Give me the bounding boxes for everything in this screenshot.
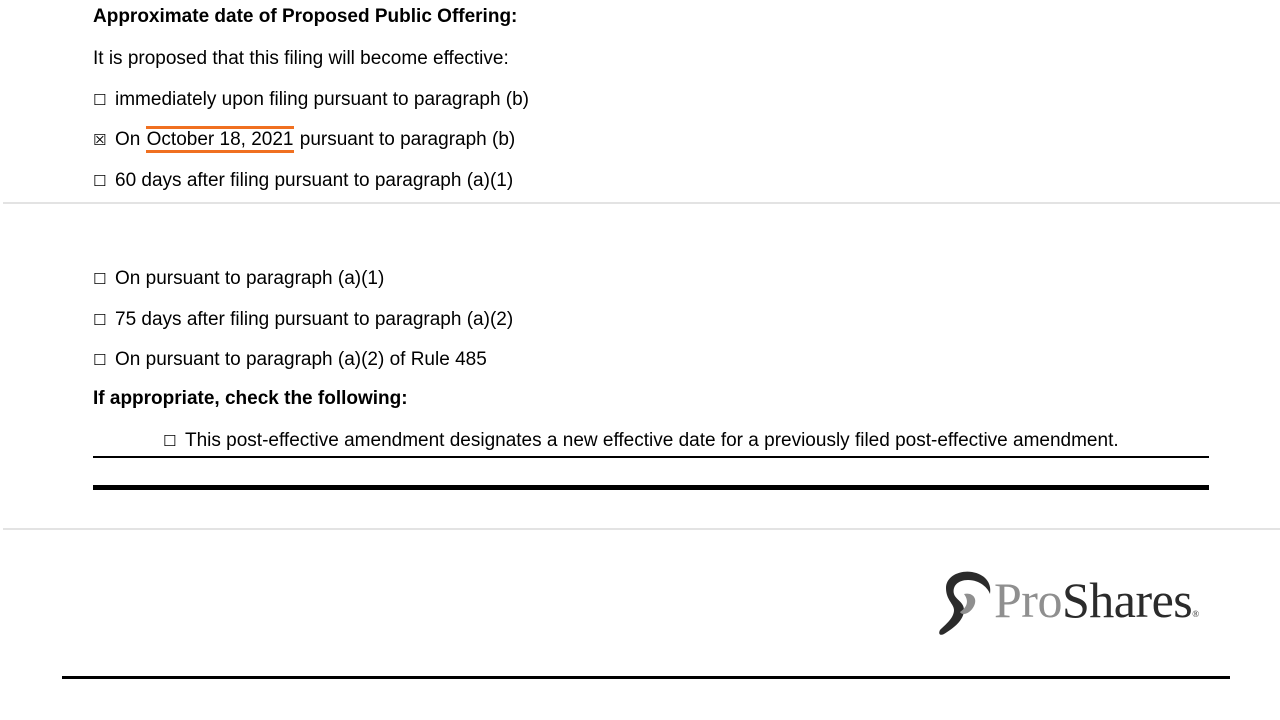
option-text: On pursuant to paragraph (a)(1) <box>115 268 385 289</box>
option-text: This post-effective amendment designates a new effective date for a previously filed post-effective amendment. <box>185 430 1119 451</box>
proshares-logo <box>934 566 1230 640</box>
proshares-wordmark <box>994 570 1199 630</box>
thick-rule <box>93 485 1209 490</box>
checkbox-unchecked-icon: ☐ <box>93 92 107 109</box>
checkbox-unchecked-icon: ☐ <box>93 173 107 190</box>
footer-rule <box>62 676 1230 679</box>
offering-date-heading: Approximate date of Proposed Public Offering: <box>93 6 518 27</box>
logo-pro-text: Pro <box>994 572 1062 628</box>
option-immediately <box>93 88 529 113</box>
option-amendment <box>163 429 1119 454</box>
option-60-days <box>93 169 513 194</box>
option-75-days <box>93 308 513 333</box>
registered-mark: ® <box>1192 609 1199 619</box>
appropriate-heading: If appropriate, check the following: <box>93 388 408 409</box>
option-text: 75 days after filing pursuant to paragraph (a)(2) <box>115 309 514 330</box>
effective-intro: It is proposed that this filing will become effective: <box>93 48 509 69</box>
logo-shares-text: Shares <box>1061 572 1193 628</box>
option-text: 60 days after filing pursuant to paragraph (a)(1) <box>115 170 514 191</box>
checkbox-checked-icon: ☒ <box>93 132 107 149</box>
checkbox-unchecked-icon: ☐ <box>93 312 107 329</box>
option-text: immediately upon filing pursuant to paragraph (b) <box>115 89 530 110</box>
checkbox-unchecked-icon: ☐ <box>163 433 177 450</box>
option-text: On pursuant to paragraph (a)(2) of Rule 485 <box>115 349 487 370</box>
option-on-a1 <box>93 267 384 292</box>
checkbox-unchecked-icon: ☐ <box>93 352 107 369</box>
effective-date-highlight: October 18, 2021 <box>146 126 295 153</box>
thin-rule <box>93 456 1209 458</box>
page-separator <box>3 202 1280 204</box>
page-separator <box>3 528 1280 530</box>
option-prefix: On <box>115 129 141 150</box>
option-suffix: pursuant to paragraph (b) <box>299 129 516 150</box>
option-on-date <box>93 128 515 153</box>
option-on-a2 <box>93 348 487 373</box>
checkbox-unchecked-icon: ☐ <box>93 271 107 288</box>
proshares-swirl-icon <box>934 566 994 640</box>
